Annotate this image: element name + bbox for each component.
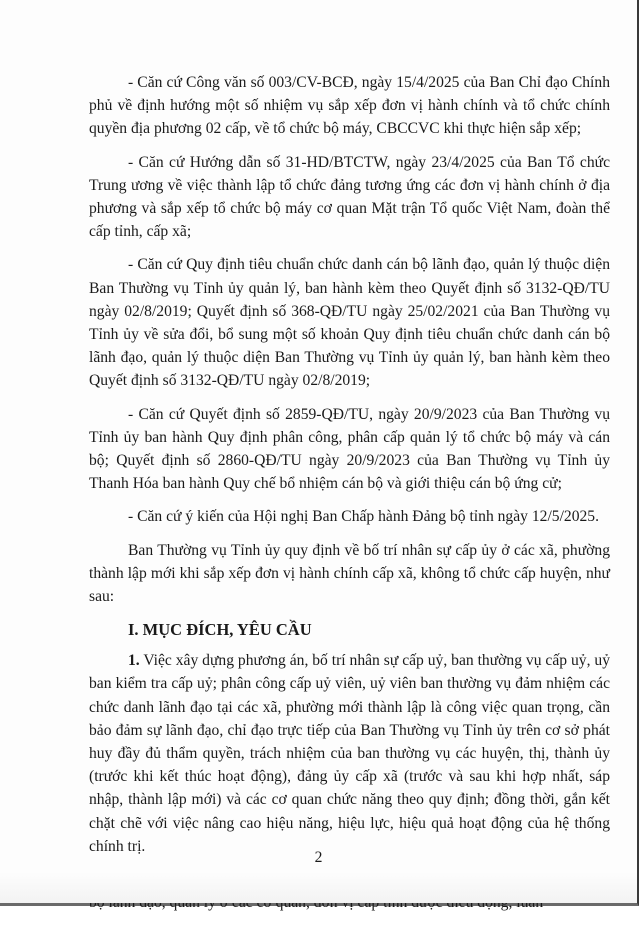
section-heading: I. MỤC ĐÍCH, YÊU CẦU <box>128 620 312 640</box>
paragraph-huong-dan-31: - Căn cứ Hướng dẫn số 31-HD/BTCTW, ngày 23/4/2025 của Ban Tổ chức Trung ương về việc thành lập tổ chức đảng tương ứng các đơn vị hành chính ở địa phương và sắp xếp tổ chức bộ máy cơ quan Mặt trận Tổ quốc Việt Nam, đoàn thể cấp tỉnh, cấp xã; <box>89 153 610 241</box>
paragraph-intro: Ban Thường vụ Tỉnh ủy quy định về bố trí nhân sự cấp ủy ở các xã, phường thành lập mới khi sắp xếp đơn vị hành chính cấp xã, không tổ chức cấp huyện, như sau: <box>89 541 610 606</box>
scan-shadow <box>0 872 637 903</box>
paragraph-cong-van-003: - Căn cứ Công văn số 003/CV-BCĐ, ngày 15/4/2025 của Ban Chỉ đạo Chính phủ về định hướng một số nhiệm vụ sắp xếp đơn vị hành chính và tổ chức chính quyền địa phương 02 cấp, về tổ chức bộ máy, CBCCVC khi thực hiện sắp xếp; <box>89 74 610 138</box>
paragraph-quyet-dinh-2859: - Căn cứ Quyết định số 2859-QĐ/TU, ngày 20/9/2023 của Ban Thường vụ Tỉnh ủy ban hành Quy định phân công, phân cấp quản lý tổ chức bộ máy và cán bộ; Quyết định số 2860-QĐ/TU ngày 20/9/2023 của Ban Thường vụ Tỉnh ủy Thanh Hóa ban hành Quy chế bổ nhiệm cán bộ và giới thiệu cán bộ ứng cử; <box>89 405 610 493</box>
paragraph-hoi-nghi: - Căn cứ ý kiến của Hội nghị Ban Chấp hành Đảng bộ tỉnh ngày 12/5/2025. <box>128 508 599 526</box>
item-1 <box>89 649 610 858</box>
document-body <box>89 71 610 925</box>
item-text: Việc xây dựng phương án, bố trí nhân sự cấp uỷ, ban thường vụ cấp uỷ, uỷ ban kiểm tra cấp uỷ; phân công cấp uỷ viên, uỷ viên ban thường vụ đảm nhiệm các chức danh lãnh đạo tại các xã, phường mới thành lập là công việc quan trọng, cần bảo đảm sự lãnh đạo, chỉ đạo trực tiếp của Ban Thường vụ Tỉnh ủy trên cơ sở phát huy đầy đủ thẩm quyền, trách nhiệm của ban thường vụ các huyện, thị, thành ủy (trước khi kết thúc hoạt động), đảng ủy cấp xã (trước và sau khi hợp nhất, sáp nhập, thành lập mới) và các cơ quan chức năng theo quy định; đồng thời, gắn kết chặt chẽ với việc nâng cao hiệu năng, hiệu lực, hiệu quả hoạt động của hệ thống chính trị. <box>89 652 610 855</box>
item-number: 1. <box>128 652 140 670</box>
paragraph-quyet-dinh-3132: - Căn cứ Quy định tiêu chuẩn chức danh cán bộ lãnh đạo, quản lý thuộc diện Ban Thường vụ Tỉnh ủy quản lý, ban hành kèm theo Quyết định số 3132-QĐ/TU ngày 02/8/2019; Quyết định số 368-QĐ/TU ngày 25/02/2021 của Ban Thường vụ Tỉnh ủy về sửa đổi, bổ sung một số khoản Quy định tiêu chuẩn chức danh cán bộ lãnh đạo, quản lý thuộc diện Ban Thường vụ Tỉnh ủy quản lý, ban hành kèm theo Quyết định số 3132-QĐ/TU ngày 02/8/2019; <box>89 256 610 390</box>
page-number: 2 <box>314 849 323 866</box>
